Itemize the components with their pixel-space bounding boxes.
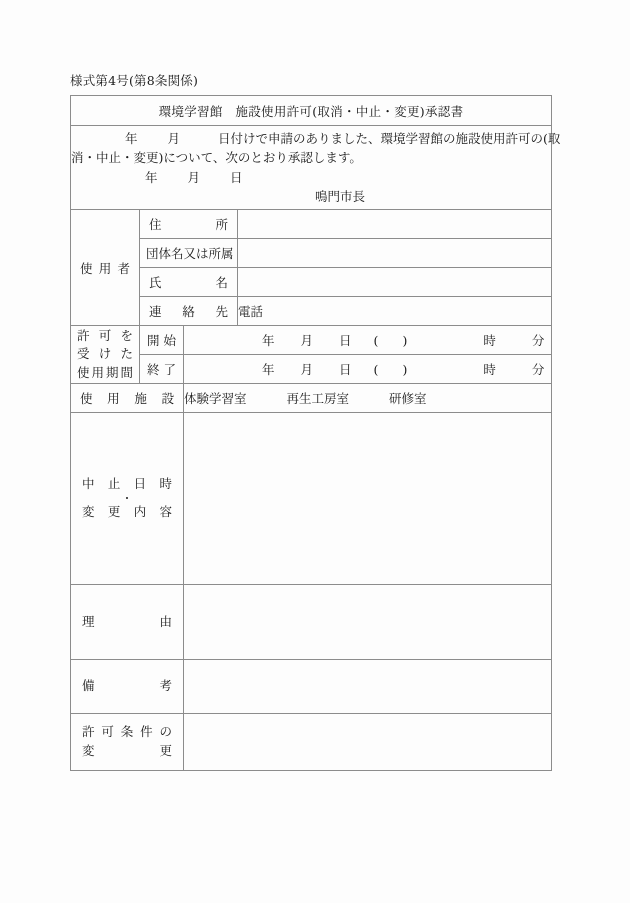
user-organization-label: 団体名又は所属 bbox=[140, 239, 238, 268]
approval-date-line bbox=[71, 168, 551, 187]
period-start-label: 開始 bbox=[140, 326, 184, 355]
facility-option-kenshu[interactable]: 研修室 bbox=[389, 391, 427, 406]
cancel-change-label: 中止日時 ・ 変更内容 bbox=[71, 413, 184, 585]
remarks-value[interactable] bbox=[184, 660, 552, 714]
period-row-end bbox=[71, 355, 552, 384]
end-year: 年 bbox=[262, 362, 275, 377]
user-row-address bbox=[71, 210, 552, 239]
end-hour: 時 bbox=[483, 362, 496, 377]
preamble-block bbox=[71, 126, 561, 210]
label-middle-dot: ・ bbox=[121, 491, 133, 505]
start-year: 年 bbox=[262, 333, 275, 348]
form-number-label: 様式第4号(第8条関係) bbox=[70, 73, 199, 88]
approval-date-month: 月 bbox=[187, 169, 201, 185]
user-row-contact bbox=[71, 297, 552, 326]
period-start-value[interactable] bbox=[184, 326, 552, 355]
preamble-row bbox=[71, 126, 552, 210]
approval-date-day: 日 bbox=[230, 169, 243, 185]
user-address-value[interactable] bbox=[238, 210, 552, 239]
reason-value[interactable] bbox=[184, 585, 552, 660]
preamble-year: 年 bbox=[125, 130, 138, 146]
facility-option-taiken[interactable]: 体験学習室 bbox=[184, 391, 247, 406]
remarks-row bbox=[71, 660, 552, 714]
facility-options bbox=[184, 384, 552, 413]
reason-row bbox=[71, 585, 552, 660]
end-paren-open: ( bbox=[373, 362, 379, 377]
user-row-organization bbox=[71, 239, 552, 268]
start-minute: 分 bbox=[531, 333, 545, 348]
preamble-line-2: 消・中止・変更)について、次のとおり承認します。 bbox=[71, 150, 362, 166]
form-title: 環境学習館 施設使用許可(取消・中止・変更)承認書 bbox=[71, 96, 552, 126]
period-end-label: 終了 bbox=[140, 355, 184, 384]
user-row-name bbox=[71, 268, 552, 297]
user-address-label: 住所 bbox=[140, 210, 238, 239]
reason-label: 理由 bbox=[71, 585, 184, 660]
form-title-row bbox=[71, 96, 552, 126]
preamble-line-1 bbox=[71, 129, 561, 148]
preamble-month: 月 bbox=[167, 130, 181, 146]
user-contact-value[interactable]: 電話 bbox=[238, 297, 552, 326]
condition-change-label: 許可条件の 変更 bbox=[71, 714, 184, 771]
end-month: 月 bbox=[300, 362, 314, 377]
remarks-label: 備考 bbox=[71, 660, 184, 714]
cancel-change-value[interactable] bbox=[184, 413, 552, 585]
cancel-change-row bbox=[71, 413, 552, 585]
condition-change-value[interactable] bbox=[184, 714, 552, 771]
start-paren-close: ) bbox=[402, 333, 408, 348]
start-day: 日 bbox=[339, 333, 352, 348]
permitted-period-label: 許可を 受けた 使用期間 bbox=[71, 326, 140, 384]
start-paren-open: ( bbox=[373, 333, 379, 348]
user-name-label: 氏名 bbox=[140, 268, 238, 297]
facility-label: 使用施設 bbox=[71, 384, 184, 413]
user-contact-label: 連絡先 bbox=[140, 297, 238, 326]
facility-row bbox=[71, 384, 552, 413]
start-month: 月 bbox=[300, 333, 314, 348]
period-end-value[interactable] bbox=[184, 355, 552, 384]
end-minute: 分 bbox=[531, 362, 545, 377]
start-hour: 時 bbox=[483, 333, 496, 348]
approval-date-year: 年 bbox=[145, 169, 158, 185]
user-section-label: 使用者 bbox=[71, 210, 140, 326]
permit-approval-form bbox=[70, 95, 561, 771]
signer-title: 鳴門市長 bbox=[315, 188, 366, 204]
user-name-value[interactable] bbox=[238, 268, 552, 297]
condition-change-row bbox=[71, 714, 552, 771]
end-paren-close: ) bbox=[402, 362, 408, 377]
period-row-start bbox=[71, 326, 552, 355]
user-organization-value[interactable] bbox=[238, 239, 552, 268]
facility-option-saisei[interactable]: 再生工房室 bbox=[286, 391, 350, 406]
preamble-text-rest: 日付けで申請のありました、環境学習館の施設使用許可の(取 bbox=[218, 130, 561, 146]
end-day: 日 bbox=[339, 362, 352, 377]
